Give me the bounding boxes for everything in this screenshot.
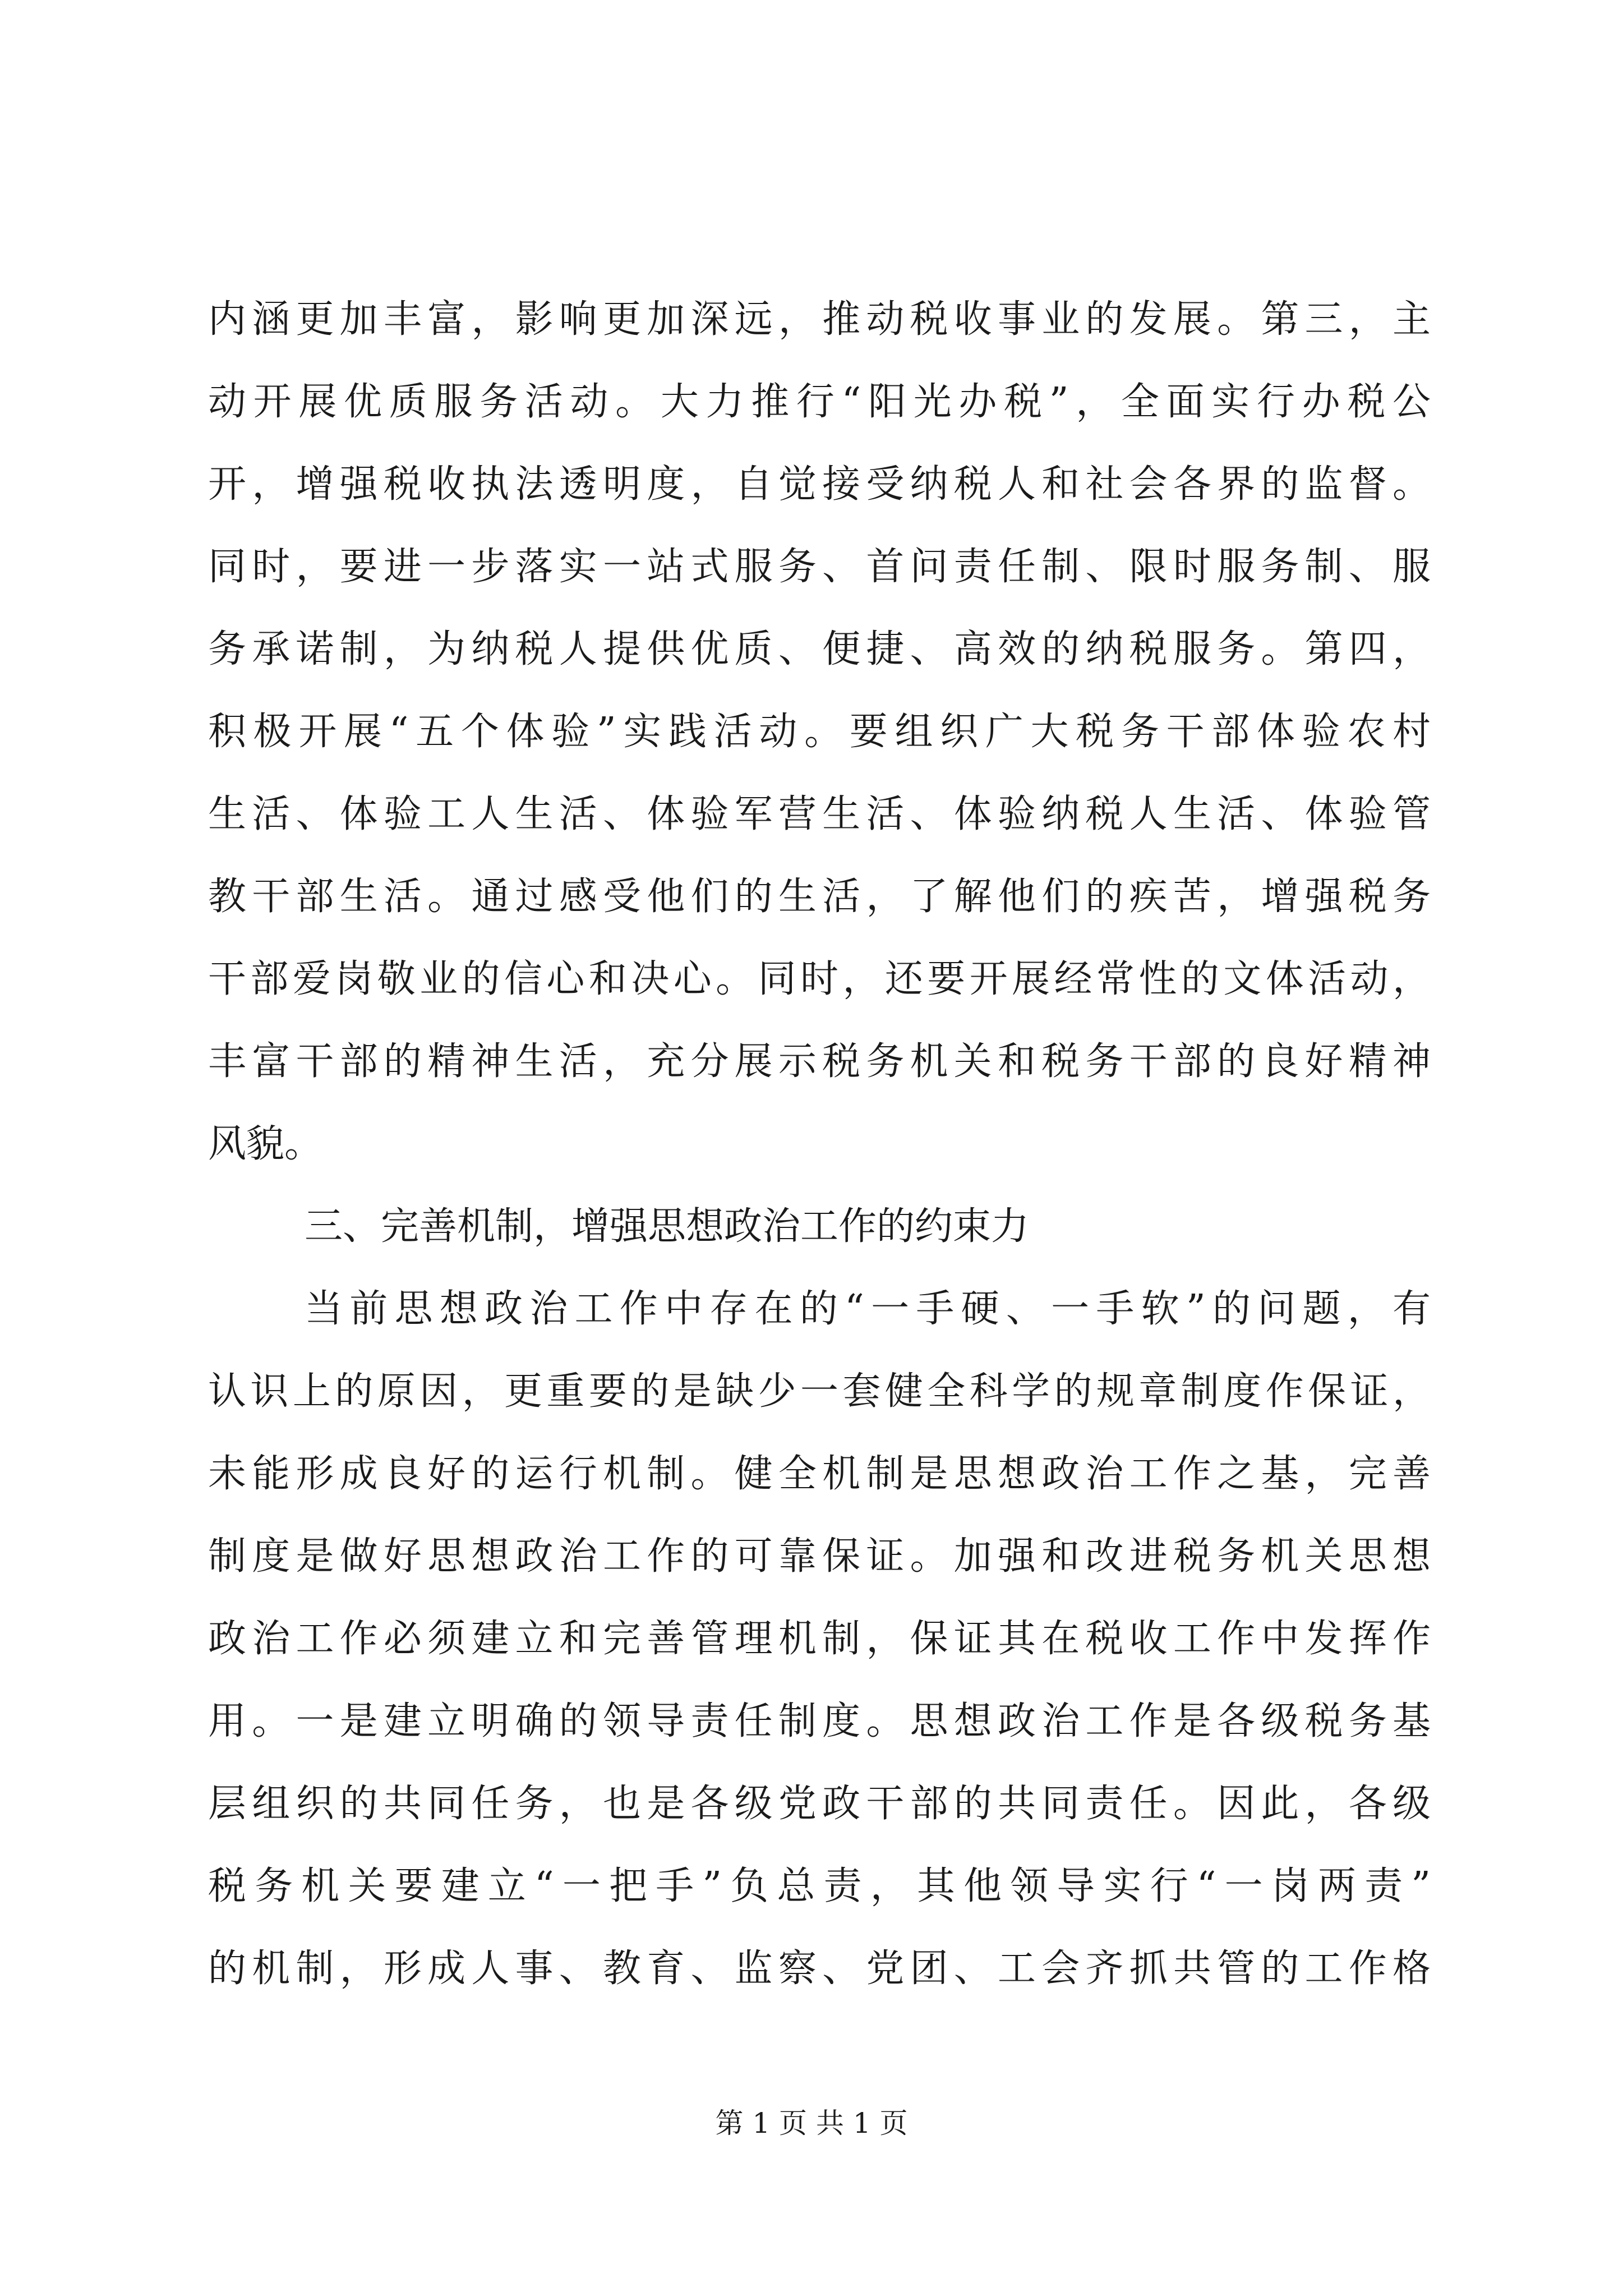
body-text-line: 政治工作必须建立和完善管理机制，保证其在税收工作中发挥作 [208, 1617, 1431, 1661]
body-text-line: 干部爱岗敬业的信心和决心。同时，还要开展经常性的文体活动， [208, 957, 1431, 1001]
body-text-line: 风貌。 [208, 1122, 323, 1166]
body-text-line: 务承诺制，为纳税人提供优质、便捷、高效的纳税服务。第四， [208, 627, 1431, 671]
body-text-line: 教干部生活。通过感受他们的生活，了解他们的疾苦，增强税务 [208, 875, 1431, 919]
body-text-line: 未能形成良好的运行机制。健全机制是思想政治工作之基，完善 [208, 1452, 1431, 1496]
body-text-line: 积极开展“五个体验”实践活动。要组织广大税务干部体验农村 [208, 710, 1431, 754]
body-text-line: 开，增强税收执法透明度，自觉接受纳税人和社会各界的监督。 [208, 462, 1431, 507]
body-text-line: 的机制，形成人事、教育、监察、党团、工会齐抓共管的工作格 [208, 1947, 1431, 1991]
section-heading: 三、完善机制，增强思想政治工作的约束力 [305, 1204, 1030, 1249]
body-text-line: 认识上的原因，更重要的是缺少一套健全科学的规章制度作保证， [208, 1369, 1431, 1414]
body-text-line: 动开展优质服务活动。大力推行“阳光办税”，全面实行办税公 [208, 380, 1431, 424]
body-text-line: 丰富干部的精神生活，充分展示税务机关和税务干部的良好精神 [208, 1039, 1431, 1084]
page-number-footer: 第 1 页 共 1 页 [715, 2107, 908, 2139]
body-text-line: 内涵更加丰富，影响更加深远，推动税收事业的发展。第三，主 [208, 297, 1431, 342]
body-text-line: 用。一是建立明确的领导责任制度。思想政治工作是各级税务基 [208, 1699, 1431, 1743]
body-text-line: 当前思想政治工作中存在的“一手硬、一手软”的问题，有 [305, 1287, 1431, 1331]
body-text-line: 层组织的共同任务，也是各级党政干部的共同责任。因此，各级 [208, 1782, 1431, 1826]
body-text-line: 制度是做好思想政治工作的可靠保证。加强和改进税务机关思想 [208, 1534, 1431, 1579]
body-text-line: 税务机关要建立“一把手”负总责，其他领导实行“一岗两责” [208, 1864, 1431, 1908]
body-text-line: 生活、体验工人生活、体验军营生活、体验纳税人生活、体验管 [208, 792, 1431, 836]
body-text-line: 同时，要进一步落实一站式服务、首问责任制、限时服务制、服 [208, 545, 1431, 589]
